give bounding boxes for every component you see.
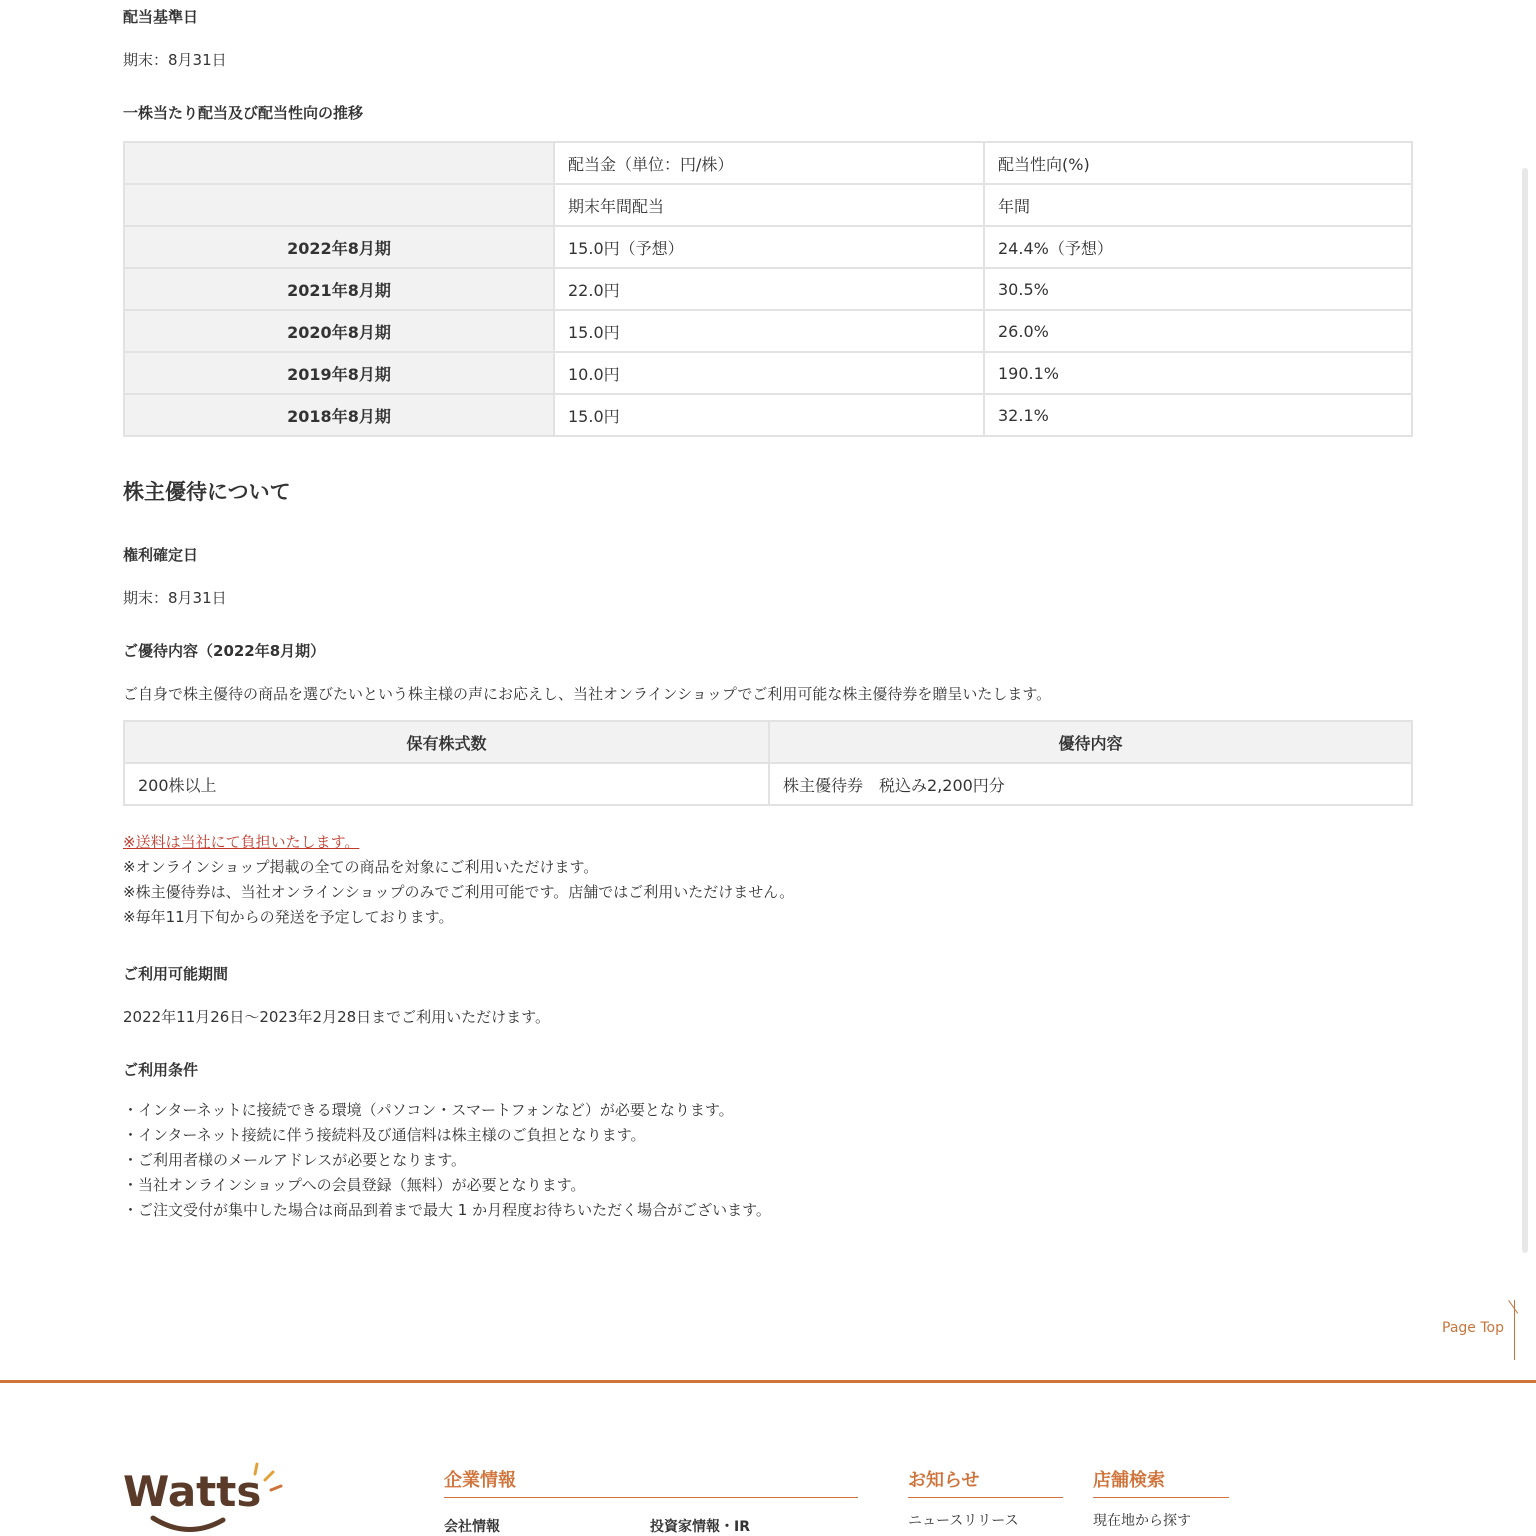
table-header-cell: 配当性向(%) (984, 142, 1412, 184)
table-header-cell: 期末年間配当 (554, 184, 984, 226)
watts-logo-icon (123, 1460, 288, 1536)
dividend-cell: 15.0円（予想） (554, 226, 984, 268)
dividend-cell: 10.0円 (554, 352, 984, 394)
footer-link-ir[interactable]: 投資家情報・IR (650, 1519, 750, 1535)
list-item: ・ご注文受付が集中した場合は商品到着まで最大 1 か月程度お待ちいただく場合がございます。 (123, 1201, 771, 1219)
ratio-cell: 30.5% (984, 268, 1412, 310)
dividend-base-section (123, 6, 1413, 70)
ratio-cell: 190.1% (984, 352, 1412, 394)
table-header-cell: 優待内容 (769, 721, 1412, 763)
footer-link-current-location[interactable]: 現在地から探す (1093, 1513, 1191, 1529)
period-value: 2022年11月26日～2023年2月28日までご利用いただけます。 (123, 1008, 550, 1026)
dividend-base-heading: 配当基準日 (123, 8, 199, 26)
dividend-history-heading: 一株当たり配当及び配当性向の推移 (123, 104, 364, 122)
table-row (124, 268, 1412, 310)
benefit-content-heading: ご優待内容（2022年8月期） (123, 642, 326, 660)
page-top-link[interactable]: Page Top (1442, 1320, 1504, 1336)
period-section (123, 963, 1413, 1027)
benefit-notes (123, 830, 1413, 930)
note-item: ※株主優待券は、当社オンラインショップのみでご利用可能です。店舗ではご利用いただけません。 (123, 883, 795, 901)
table-header-cell: 保有株式数 (124, 721, 769, 763)
table-row (124, 310, 1412, 352)
dividend-base-value: 期末：8月31日 (123, 51, 227, 69)
table-header-cell: 配当金（単位：円/株） (554, 142, 984, 184)
dividend-history-table (123, 141, 1413, 437)
footer-heading-store[interactable]: 店舗検索 (1093, 1470, 1165, 1491)
benefit-content-desc: ご自身で株主優待の商品を選びたいという株主様の声にお応えし、当社オンラインショップでご利用可能な株主優待券を贈呈いたします。 (123, 685, 1052, 703)
benefit-content-section (123, 640, 1413, 806)
list-item: ・当社オンラインショップへの会員登録（無料）が必要となります。 (123, 1176, 586, 1194)
shipping-note: ※送料は当社にて負担いたします。 (123, 833, 360, 851)
ratio-cell: 32.1% (984, 394, 1412, 436)
dividend-cell: 22.0円 (554, 268, 984, 310)
footer-heading-news[interactable]: お知らせ (908, 1470, 980, 1491)
footer-divider (0, 1380, 1536, 1383)
dividend-cell: 15.0円 (554, 310, 984, 352)
list-item: ・インターネットに接続できる環境（パソコン・スマートフォンなど）が必要となります。 (123, 1101, 734, 1119)
conditions-section (123, 1059, 1413, 1223)
period-cell: 2019年8月期 (124, 352, 554, 394)
footer-link-company[interactable]: 会社情報 (444, 1519, 500, 1535)
table-header-row (124, 184, 1412, 226)
dividend-cell: 15.0円 (554, 394, 984, 436)
benefits-section (123, 476, 1413, 506)
table-header-cell (124, 142, 554, 184)
note-item: ※毎年11月下旬からの発送を予定しております。 (123, 908, 454, 926)
table-header-cell (124, 184, 554, 226)
footer-logo[interactable] (123, 1460, 288, 1536)
dividend-history-section (123, 102, 1413, 437)
benefits-title: 株主優待について (123, 480, 291, 504)
table-header-row (124, 142, 1412, 184)
period-cell: 2020年8月期 (124, 310, 554, 352)
footer-heading-underline (444, 1497, 858, 1498)
logo-text: Watts (123, 1467, 262, 1516)
benefit-cell: 株主優待券 税込み2,200円分 (769, 763, 1412, 805)
period-heading: ご利用可能期間 (123, 965, 229, 983)
list-item: ・インターネット接続に伴う接続料及び通信料は株主様のご負担となります。 (123, 1126, 646, 1144)
ratio-cell: 24.4%（予想） (984, 226, 1412, 268)
period-cell: 2018年8月期 (124, 394, 554, 436)
conditions-heading: ご利用条件 (123, 1061, 199, 1079)
footer-heading-underline (1093, 1497, 1229, 1498)
ratio-cell: 26.0% (984, 310, 1412, 352)
record-date-heading: 権利確定日 (123, 546, 199, 564)
footer-link-news-release[interactable]: ニュースリリース (908, 1513, 1019, 1529)
period-cell: 2022年8月期 (124, 226, 554, 268)
benefit-table (123, 720, 1413, 806)
scrollbar[interactable] (1522, 168, 1528, 1253)
table-row (124, 763, 1412, 805)
note-item: ※オンラインショップ掲載の全ての商品を対象にご利用いただけます。 (123, 858, 599, 876)
record-date-section (123, 544, 1413, 608)
footer-heading-underline (908, 1497, 1063, 1498)
period-cell: 2021年8月期 (124, 268, 554, 310)
conditions-list (123, 1098, 1413, 1223)
table-header-row (124, 721, 1412, 763)
footer-heading-corp[interactable]: 企業情報 (444, 1470, 516, 1491)
table-row (124, 352, 1412, 394)
table-header-cell: 年間 (984, 184, 1412, 226)
record-date-value: 期末：8月31日 (123, 589, 227, 607)
shares-cell: 200株以上 (124, 763, 769, 805)
list-item: ・ご利用者様のメールアドレスが必要となります。 (123, 1151, 467, 1169)
table-row (124, 394, 1412, 436)
table-row (124, 226, 1412, 268)
